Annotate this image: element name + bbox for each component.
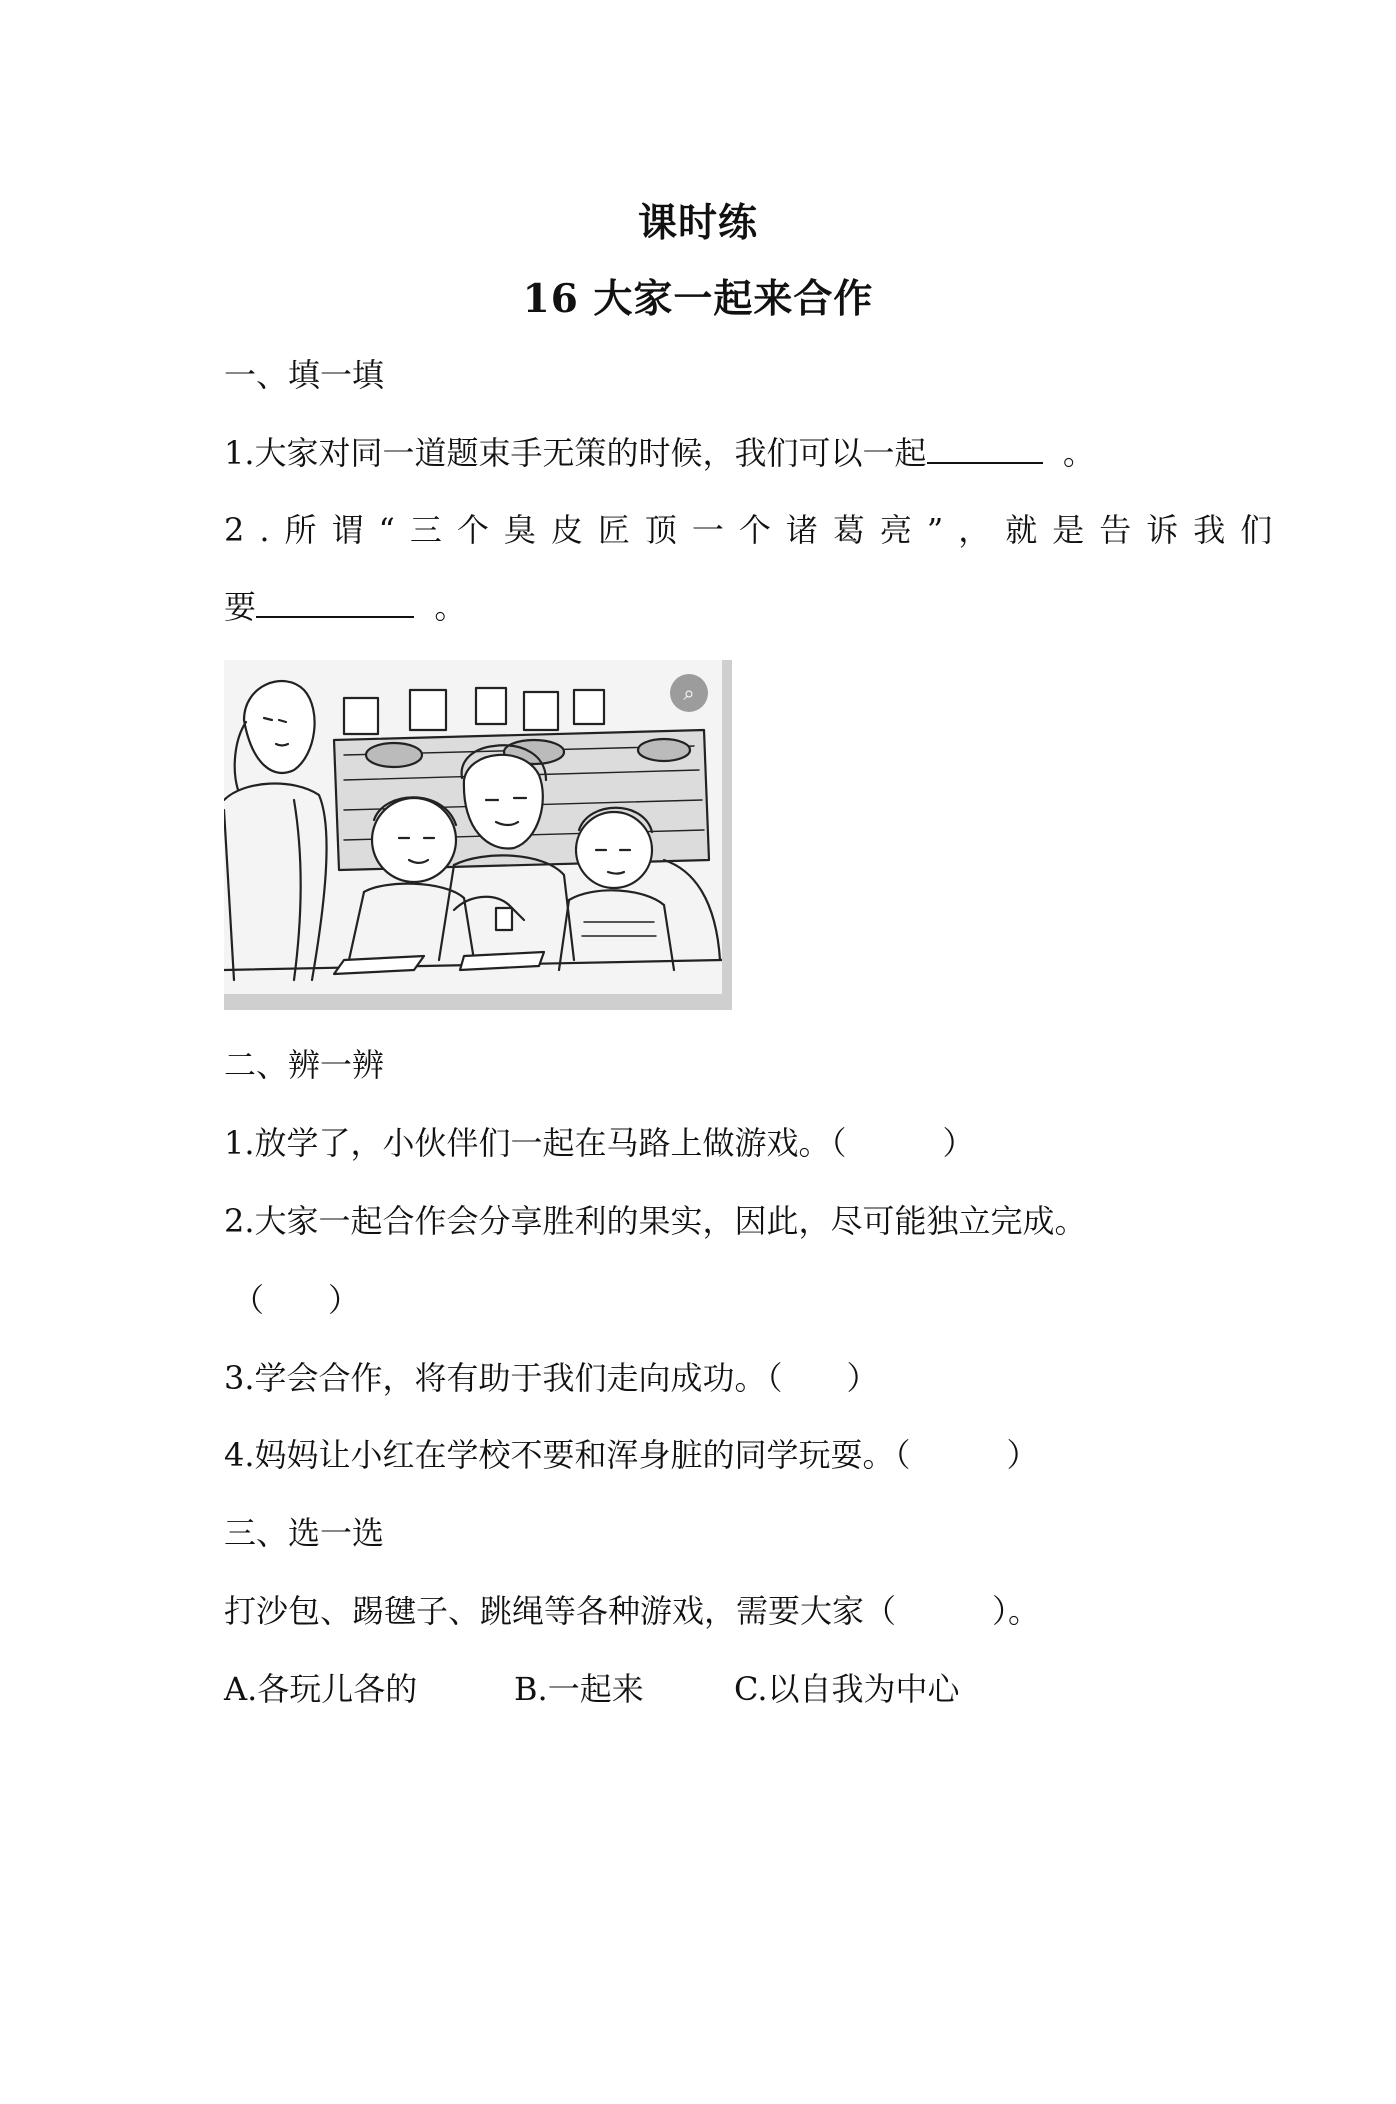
fill-question-1 — [224, 428, 1095, 474]
section-heading-judge: 二、辨一辨 — [224, 1046, 385, 1084]
fill-question-2-end: 。 — [434, 588, 467, 626]
option-c[interactable]: C.以自我为中心 — [734, 1670, 960, 1708]
zoom-icon[interactable]: ⌕ — [670, 674, 708, 712]
choice-options — [224, 1664, 960, 1710]
answer-blank-1[interactable] — [927, 432, 1043, 464]
judge-question-2-line1: 2.大家一起合作会分享胜利的果实，因此，尽可能独立完成。 — [224, 1202, 1087, 1240]
choice-question: 打沙包、踢毽子、跳绳等各种游戏，需要大家（ ）。 — [224, 1592, 1041, 1630]
option-b[interactable]: B.一起来 — [514, 1670, 644, 1708]
judge-question-3: 3.学会合作，将有助于我们走向成功。（ ） — [224, 1359, 879, 1397]
cooperation-illustration — [224, 660, 732, 1010]
worksheet-title: 课时练 — [637, 200, 758, 246]
section-heading-fill: 一、填一填 — [224, 356, 385, 394]
fill-question-2-start: 要 — [224, 588, 257, 626]
fill-question-1-text: 1.大家对同一道题束手无策的时候，我们可以一起 — [224, 434, 927, 472]
option-a[interactable]: A.各玩儿各的 — [224, 1670, 418, 1708]
judge-question-4: 4.妈妈让小红在学校不要和浑身脏的同学玩耍。（ ） — [224, 1436, 1039, 1474]
judge-question-2-line2: （ ） — [232, 1281, 361, 1319]
children-cooperating-drawing — [224, 660, 722, 994]
answer-blank-2[interactable] — [256, 586, 414, 618]
lesson-title: 16 大家一起来合作 — [522, 276, 874, 322]
fill-question-2-line2 — [224, 582, 466, 628]
judge-question-1: 1.放学了，小伙伴们一起在马路上做游戏。（ ） — [224, 1124, 975, 1162]
fill-question-1-end: 。 — [1062, 434, 1095, 472]
section-heading-choose: 三、选一选 — [224, 1514, 385, 1552]
fill-question-2-line1: 2.所谓“三个臭皮匠顶一个诸葛亮”，就是告诉我们 — [224, 511, 1288, 549]
